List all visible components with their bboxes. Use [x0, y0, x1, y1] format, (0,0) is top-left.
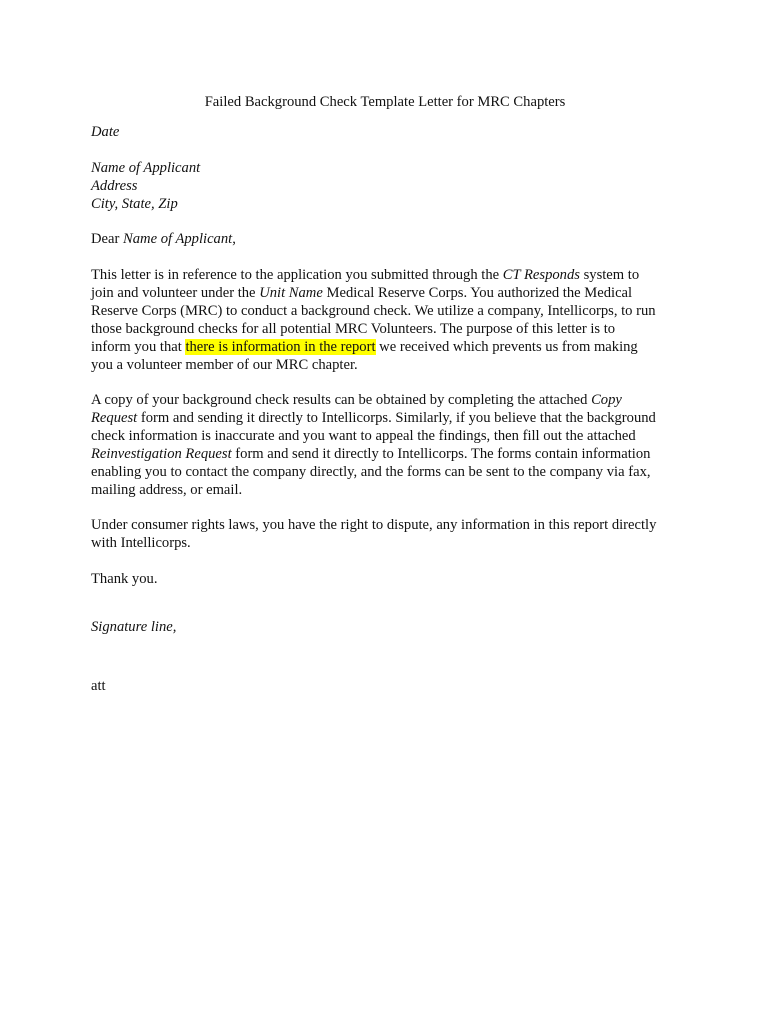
salutation-prefix: Dear — [91, 231, 124, 247]
recipient-city-state-zip: City, State, Zip — [91, 196, 178, 212]
salutation-suffix: , — [232, 231, 236, 247]
paragraph-1-line-1 — [91, 266, 685, 284]
paragraph-3 — [91, 516, 685, 552]
emphasis-copy: Copy — [591, 392, 622, 408]
recipient-name: Name of Applicant — [91, 160, 201, 176]
recipient-address-block — [91, 159, 681, 213]
emphasis-unit-name: Unit Name — [259, 285, 323, 301]
paragraph-2-line-6: mailing address, or email. — [91, 482, 243, 498]
highlighted-text: there is information in the report — [185, 339, 376, 355]
paragraph-1-line-6: you a volunteer member of our MRC chapter. — [91, 357, 358, 373]
emphasis-ct-responds: CT Responds — [502, 267, 580, 283]
salutation-name: Name of Applicant — [123, 231, 233, 247]
paragraph-2-line-1 — [91, 391, 685, 409]
paragraph-3-line-2: with Intellicorps. — [91, 535, 191, 551]
paragraph-3-line-1: Under consumer rights laws, you have the right to dispute, any information in this report directly — [91, 517, 657, 533]
text-run: join and volunteer under the — [91, 285, 260, 301]
salutation — [91, 230, 681, 248]
date-text: Date — [91, 124, 120, 140]
text-run: we received which prevents us from making — [375, 339, 638, 355]
text-run: form and send it directly to Intellicorps. The forms contain information — [231, 446, 651, 462]
recipient-address: Address — [91, 178, 138, 194]
paragraph-2-line-5: enabling you to contact the company directly, and the forms can be sent to the company via fax, — [91, 464, 651, 480]
paragraph-2-line-4 — [91, 445, 685, 463]
emphasis-reinvestigation-request: Reinvestigation Request — [91, 446, 232, 462]
signature-text: Signature line, — [91, 619, 177, 635]
paragraph-1-line-3: Reserve Corps (MRC) to conduct a background check. We utilize a company, Intellicorps, to run — [91, 303, 656, 319]
emphasis-request: Request — [91, 410, 138, 426]
paragraph-1-line-4: those background checks for all potential MRC Volunteers. The purpose of this letter is to — [91, 321, 616, 337]
paragraph-1 — [91, 266, 685, 374]
text-run: Medical Reserve Corps. You authorized the Medical — [322, 285, 633, 301]
page-title: Failed Background Check Template Letter for MRC Chapters — [204, 94, 566, 110]
paragraph-2-line-3: check information is inaccurate and you want to appeal the findings, then fill out the attached — [91, 428, 636, 444]
paragraph-2-line-2 — [91, 409, 685, 427]
signature-line — [91, 618, 681, 636]
date-line — [91, 123, 681, 141]
text-run: system to — [579, 267, 640, 283]
paragraph-1-line-5 — [91, 338, 685, 356]
text-run: inform you that — [91, 339, 186, 355]
paragraph-2 — [91, 391, 685, 499]
text-run: form and sending it directly to Intellicorps. Similarly, if you believe that the background — [137, 410, 656, 426]
text-run: A copy of your background check results can be obtained by completing the attached — [91, 392, 592, 408]
text-run: This letter is in reference to the application you submitted through the — [91, 267, 503, 283]
footer-note: att — [91, 678, 106, 694]
paragraph-1-line-2 — [91, 284, 685, 302]
closing: Thank you. — [91, 571, 158, 587]
